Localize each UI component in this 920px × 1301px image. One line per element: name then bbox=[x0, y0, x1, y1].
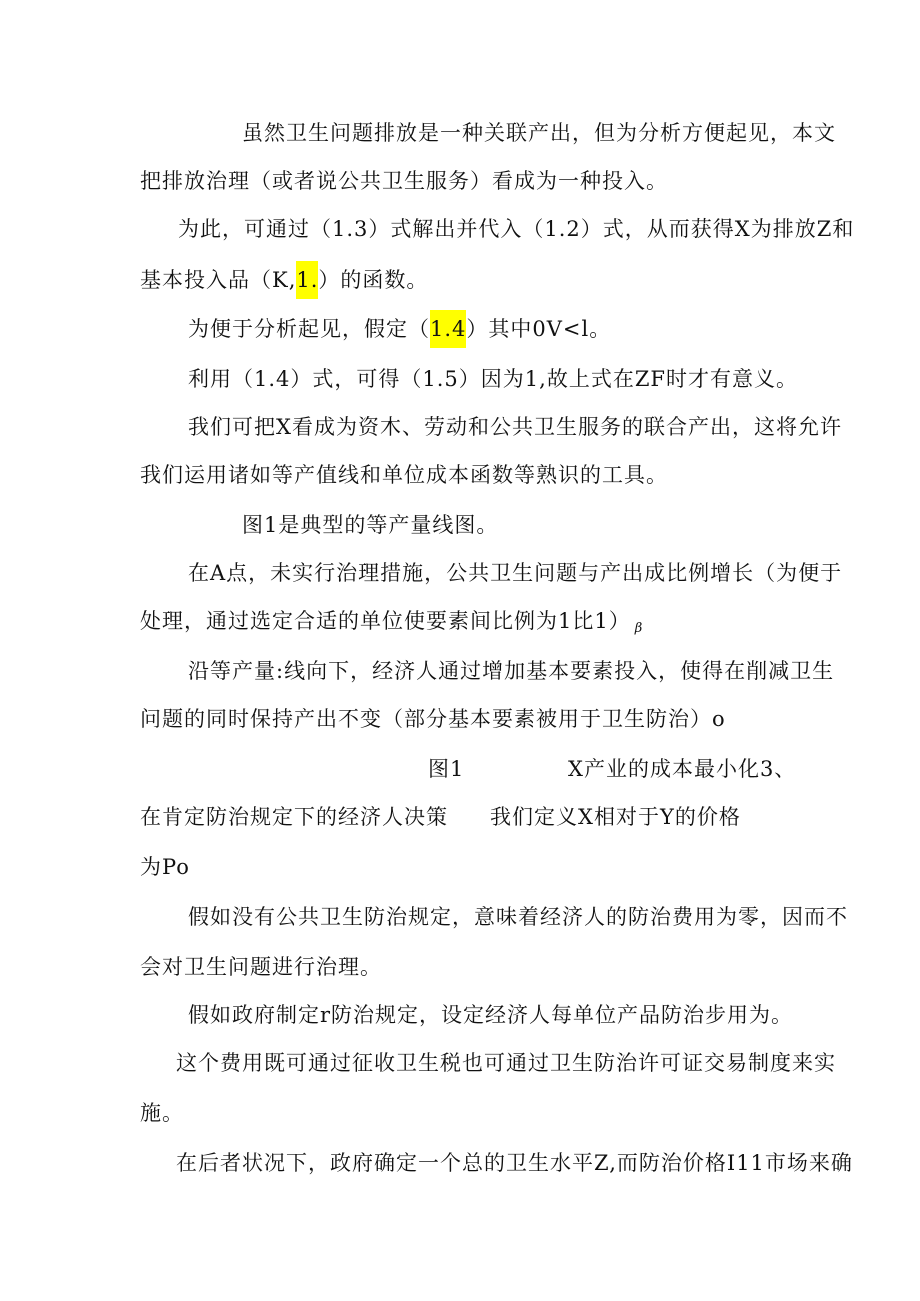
text-span: 为便于分析起见，假定（ bbox=[188, 317, 430, 341]
text-span: 处理，通过选定合适的单位使要素间比例为1比1） bbox=[140, 609, 631, 633]
text-line: 我们运用诸如等产值线和单位成本函数等熟识的工具。 bbox=[140, 463, 668, 487]
text-line bbox=[140, 606, 643, 644]
section-heading: 在肯定防治规定下的经济人决策 bbox=[140, 805, 448, 829]
text-span: 基本投入品（K, bbox=[140, 268, 297, 292]
text-line: 虽然卫生问题排放是一种关联产出，但为分析方便起见，本文 bbox=[242, 121, 836, 145]
figure-label: 图1 bbox=[428, 757, 465, 781]
text-line: 这个费用既可通过征收卫生税也可通过卫生防治许可证交易制度来实 bbox=[176, 1051, 836, 1075]
text-line: 会对卫生问题进行治理。 bbox=[140, 955, 382, 979]
text-line: 假如政府制定r防治规定，设定经济人每单位产品防治步用为。 bbox=[188, 1003, 794, 1027]
text-line: 为Po bbox=[140, 855, 190, 879]
text-line: 利用（1.4）式，可得（1.5）因为1,故上式在ZF时才有意义。 bbox=[188, 367, 798, 391]
text-line: 施。 bbox=[140, 1101, 184, 1125]
highlighted-text: 1. bbox=[296, 261, 318, 299]
text-line: 我们可把X看成为资木、劳动和公共卫生服务的联合产出，这将允许 bbox=[188, 415, 842, 439]
highlighted-text: 1.4 bbox=[430, 310, 466, 348]
text-line: 在A点，未实行治理措施，公共卫生问题与产出成比例增长（为便于 bbox=[188, 561, 843, 585]
text-span: ）的函数。 bbox=[318, 268, 429, 292]
text-line: 在后者状况下，政府确定一个总的卫生水平Z,而防治价格I11市场来确 bbox=[176, 1151, 853, 1175]
text-line: 问题的同时保持产出不变（部分基本要素被用于卫生防治）o bbox=[140, 707, 726, 731]
text-line: 沿等产量:线向下，经济人通过增加基本要素投入，使得在削减卫生 bbox=[188, 659, 835, 683]
text-line bbox=[188, 314, 611, 344]
text-line: 图1是典型的等产量线图。 bbox=[242, 513, 499, 537]
text-line: 为此，可通过（1.3）式解出并代入（1.2）式，从而获得X为排放Z和 bbox=[178, 217, 855, 241]
figure-title: X产业的成本最小化3、 bbox=[568, 757, 797, 781]
text-span: ）其中0V<l。 bbox=[466, 317, 612, 341]
text-line: 我们定义X相对于Y的价格 bbox=[490, 805, 741, 829]
text-line bbox=[140, 265, 428, 295]
text-line: 把排放治理（或者说公共卫生服务）看成为一种投入。 bbox=[140, 169, 668, 193]
beta-symbol: β bbox=[634, 621, 644, 636]
text-line: 假如没有公共卫生防治规定，意味着经济人的防治费用为零，因而不 bbox=[188, 905, 848, 929]
